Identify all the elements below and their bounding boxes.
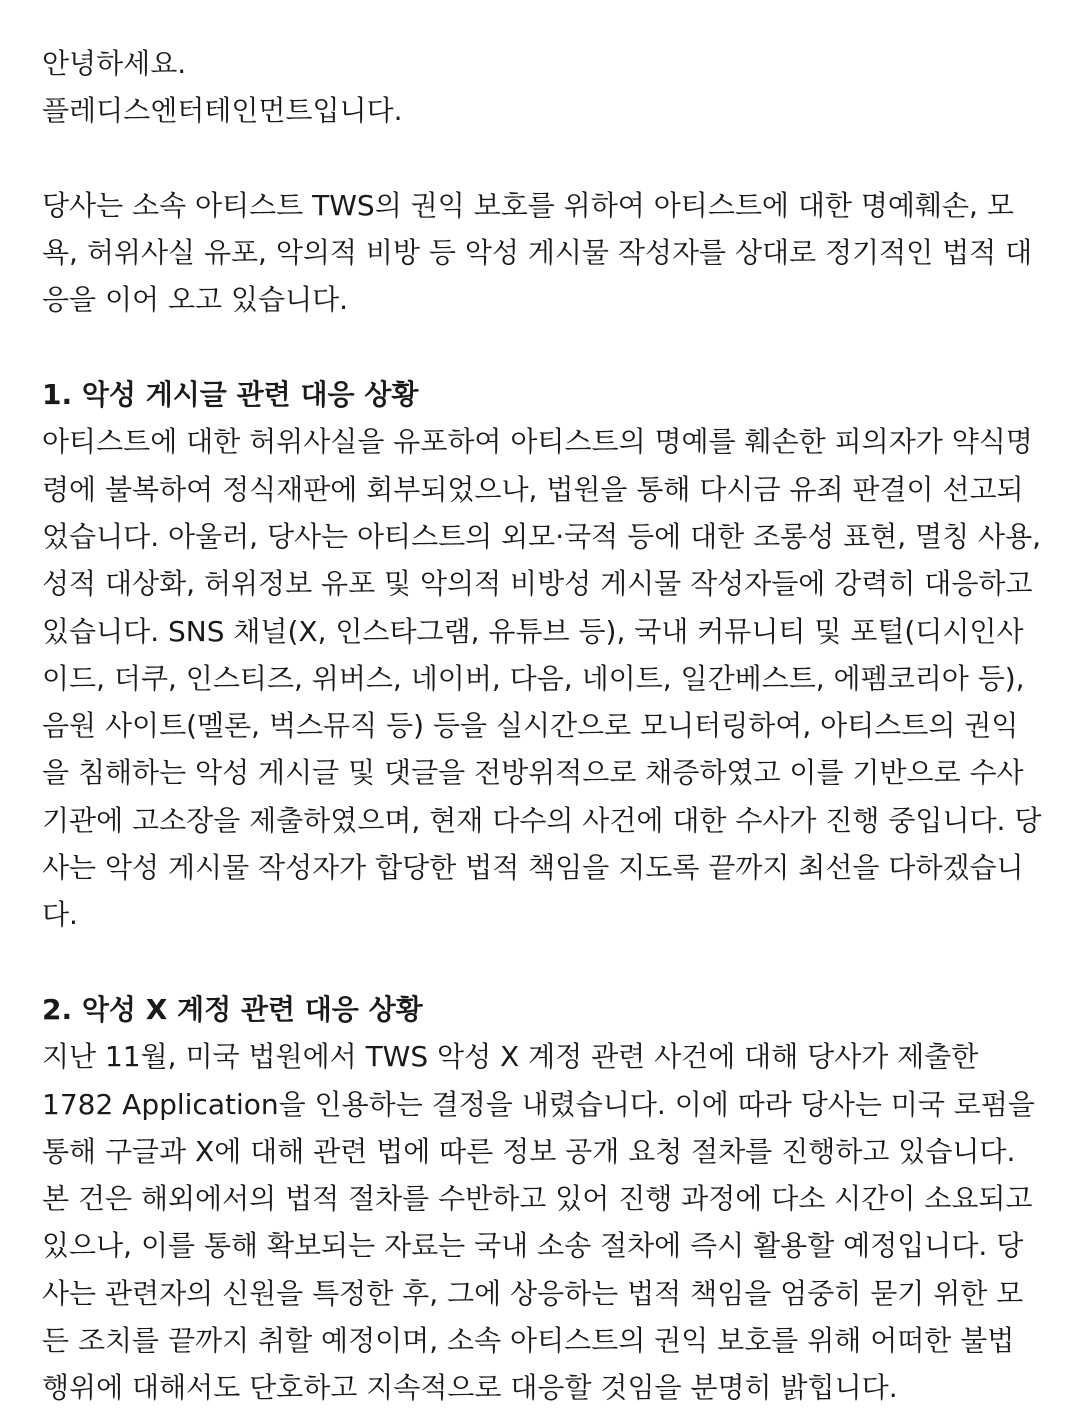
section-1-line: 을 침해하는 악성 게시글 및 댓글을 전방위적으로 채증하였고 이를 기반으로 수사	[42, 756, 1024, 790]
section-2-heading: 2. 악성 X 계정 관련 대응 상황	[42, 992, 423, 1026]
section-2-line: 1782 Application을 인용하는 결정을 내렸습니다. 이에 따라 당사는 미국 로펌을	[42, 1087, 1035, 1121]
intro-line: 당사는 소속 아티스트 TWS의 권익 보호를 위하여 아티스트에 대한 명예훼손, 모	[42, 188, 1014, 222]
notice-body	[42, 40, 1042, 1412]
section-1-line: 있습니다. SNS 채널(X, 인스타그램, 유튜브 등), 국내 커뮤니티 및 포털(디시인사	[42, 614, 1024, 648]
section-2	[42, 986, 1042, 1412]
section-1-line: 령에 불복하여 정식재판에 회부되었으나, 법원을 통해 다시금 유죄 판결이 선고되	[42, 472, 1024, 506]
paragraph-gap	[42, 939, 1042, 986]
paragraph-gap	[42, 135, 1042, 182]
section-2-line: 든 조치를 끝까지 취할 예정이며, 소속 아티스트의 권익 보호를 위해 어떠한 불법	[42, 1324, 1015, 1358]
section-2-line: 지난 11월, 미국 법원에서 TWS 악성 X 계정 관련 사건에 대해 당사가 제출한	[42, 1040, 979, 1074]
section-1-line: 음원 사이트(멜론, 벅스뮤직 등) 등을 실시간으로 모니터링하여, 아티스트의 권익	[42, 709, 1019, 743]
section-1	[42, 371, 1042, 939]
section-1-line: 었습니다. 아울러, 당사는 아티스트의 외모·국적 등에 대한 조롱성 표현, 멸칭 사용,	[42, 519, 1042, 553]
paragraph-gap	[42, 324, 1042, 371]
intro-paragraph	[42, 182, 1042, 324]
section-2-line: 행위에 대해서도 단호하고 지속적으로 대응할 것임을 분명히 밝힙니다.	[42, 1371, 898, 1405]
intro-line: 욕, 허위사실 유포, 악의적 비방 등 악성 게시물 작성자를 상대로 정기적인 법적 대	[42, 236, 1033, 270]
section-2-line: 통해 구글과 X에 대해 관련 법에 따른 정보 공개 요청 절차를 진행하고 있습니다.	[42, 1134, 1016, 1168]
intro-line: 응을 이어 오고 있습니다.	[42, 283, 349, 317]
section-1-line: 사는 악성 게시물 작성자가 합당한 법적 책임을 지도록 끝까지 최선을 다하겠습니	[42, 851, 1024, 885]
section-1-line: 성적 대상화, 허위정보 유포 및 악의적 비방성 게시물 작성자들에 강력히 대응하고	[42, 567, 1033, 601]
greeting-line: 안녕하세요.	[42, 47, 187, 80]
section-1-heading: 1. 악성 게시글 관련 대응 상황	[42, 378, 419, 412]
section-1-line: 다.	[42, 898, 78, 932]
section-1-line: 아티스트에 대한 허위사실을 유포하여 아티스트의 명예를 훼손한 피의자가 약식명	[42, 425, 1033, 459]
company-line: 플레디스엔터테인먼트입니다.	[42, 94, 403, 128]
section-1-line: 이드, 더쿠, 인스티즈, 위버스, 네이버, 다음, 네이트, 일간베스트, 에펨코리아 등),	[42, 661, 1025, 695]
section-2-line: 사는 관련자의 신원을 특정한 후, 그에 상응하는 법적 책임을 엄중히 묻기 위한 모	[42, 1276, 1024, 1310]
section-2-line: 있으나, 이를 통해 확보되는 자료는 국내 소송 절차에 즉시 활용할 예정입니다. 당	[42, 1229, 1024, 1263]
section-1-line: 기관에 고소장을 제출하였으며, 현재 다수의 사건에 대한 수사가 진행 중입니다. 당	[42, 803, 1042, 837]
section-2-line: 본 건은 해외에서의 법적 절차를 수반하고 있어 진행 과정에 다소 시간이 소요되고	[42, 1182, 1033, 1216]
